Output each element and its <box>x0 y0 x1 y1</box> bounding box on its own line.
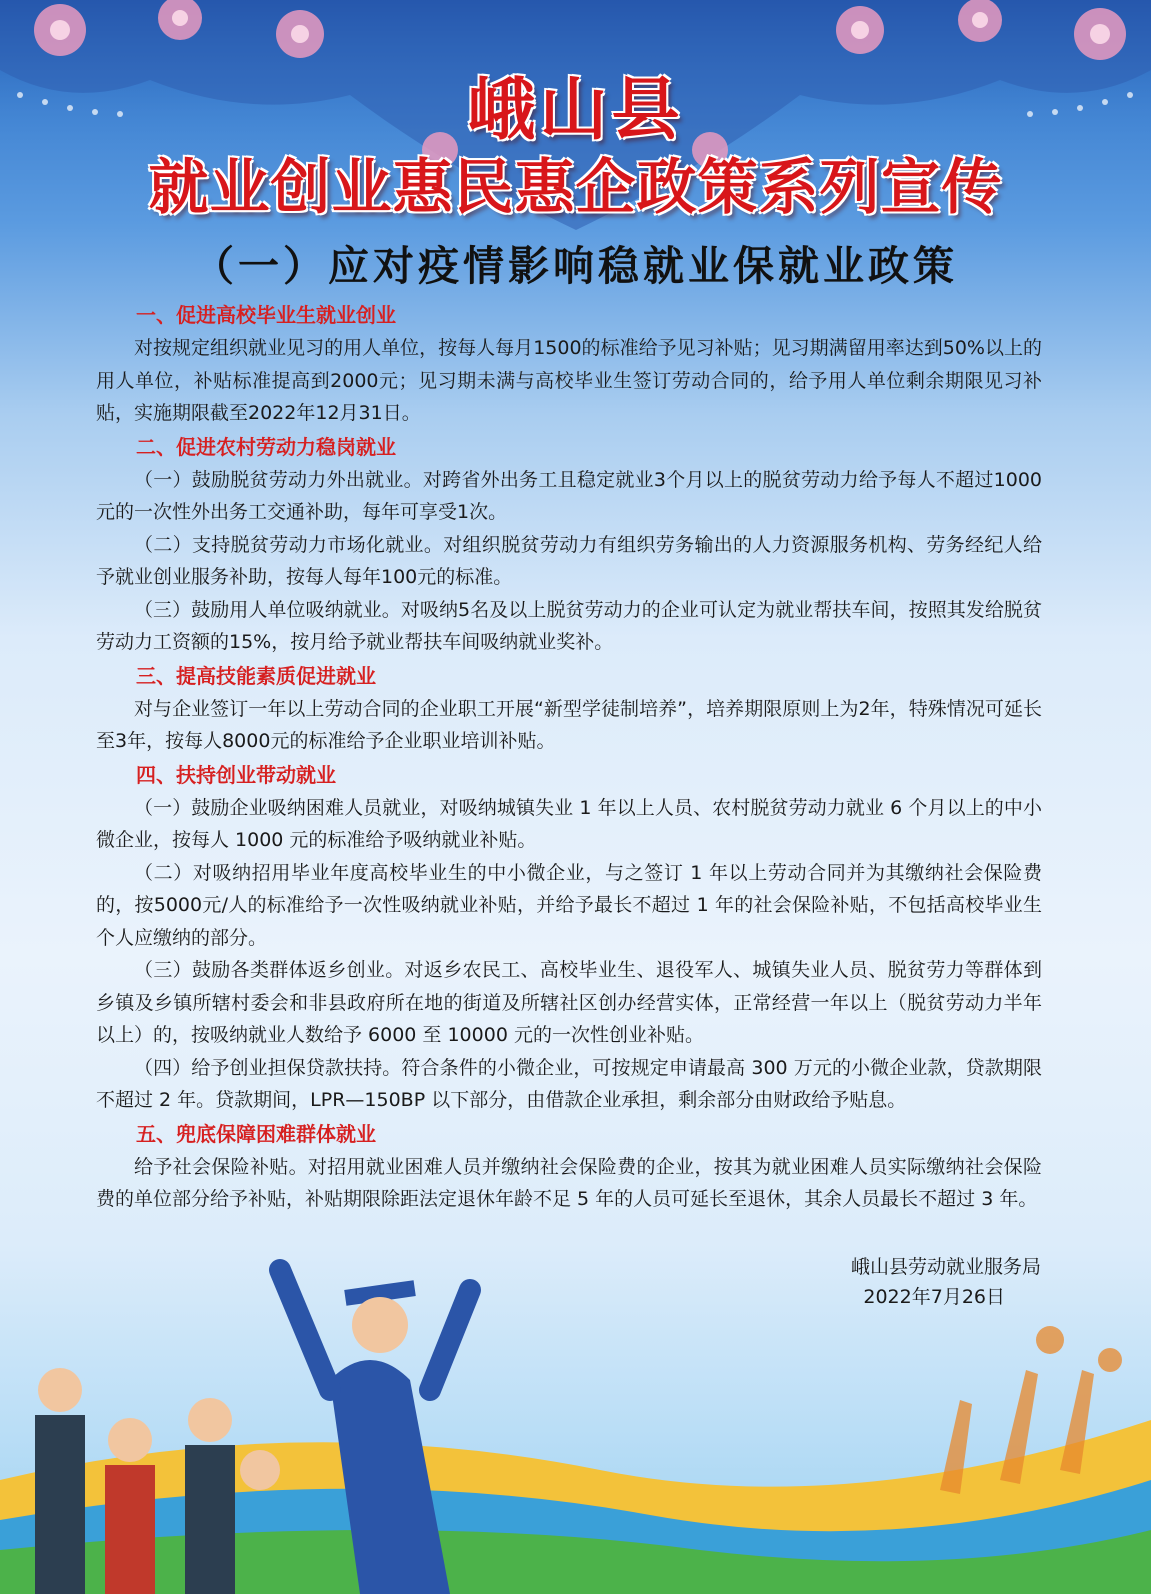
section-paragraph: （一）鼓励脱贫劳动力外出就业。对跨省外出务工且稳定就业3个月以上的脱贫劳动力给予每人不超过1000元的一次性外出务工交通补助，每年可享受1次。 <box>96 468 1042 523</box>
section-paragraph: 给予社会保险补贴。对招用就业困难人员并缴纳社会保险费的企业，按其为就业困难人员实际缴纳社会保险费的单位部分给予补贴，补贴期限除距法定退休年龄不足 5 年的人员可延长至退休，其余人员最长不超过 3 年。 <box>96 1155 1042 1210</box>
section-paragraph: 对与企业签订一年以上劳动合同的企业职工开展“新型学徒制培养”，培养期限原则上为2年，特殊情况可延长至3年，按每人8000元的标准给予企业职业培训补贴。 <box>96 697 1042 752</box>
signature-organization: 峨山县劳动就业服务局 <box>850 1256 1041 1278</box>
poster-subtitle: （一）应对疫情影响稳就业保就业政策 <box>193 242 958 290</box>
section-paragraph: （二）对吸纳招用毕业年度高校毕业生的中小微企业，与之签订 1 年以上劳动合同并为其缴纳社会保险费的，按5000元/人的标准给予一次性吸纳就业补贴，并给予最长不超过 1 年的社会保险补贴，不包括高校毕业生个人应缴纳的部分。 <box>96 861 1042 949</box>
poster-title-county: 峨山县 <box>467 71 684 150</box>
section-paragraph: （一）鼓励企业吸纳困难人员就业，对吸纳城镇失业 1 年以上人员、农村脱贫劳动力就业 6 个月以上的中小微企业，按每人 1000 元的标准给予吸纳就业补贴。 <box>96 796 1042 851</box>
section-paragraph: （二）支持脱贫劳动力市场化就业。对组织脱贫劳动力有组织劳务输出的人力资源服务机构、劳务经纪人给予就业创业服务补助，按每人每年100元的标准。 <box>96 533 1042 588</box>
section-paragraph: （四）给予创业担保贷款扶持。符合条件的小微企业，可按规定申请最高 300 万元的小微企业款，贷款期限不超过 2 年。贷款期间，LPR—150BP 以下部分，由借款企业承担，剩余部分由财政给予贴息。 <box>96 1056 1042 1111</box>
section-heading: 五、兜底保障困难群体就业 <box>136 1121 376 1146</box>
section-paragraph: 对按规定组织就业见习的用人单位，按每人每月1500的标准给予见习补贴；见习期满留用率达到50%以上的用人单位，补贴标准提高到2000元；见习期未满与高校毕业生签订劳动合同的，给予用人单位剩余期限见习补贴，实施期限截至2022年12月31日。 <box>96 337 1042 424</box>
section-paragraph: （三）鼓励各类群体返乡创业。对返乡农民工、高校毕业生、退役军人、城镇失业人员、脱贫劳力等群体到乡镇及乡镇所辖村委会和非县政府所在地的街道及所辖社区创办经营实体，正常经营一年以上（脱贫劳动力半年以上）的，按吸纳就业人数给予 6000 至 10000 元的一次性创业补贴。 <box>96 959 1042 1046</box>
poster-title-main: 就业创业惠民惠企政策系列宣传 <box>148 153 1003 223</box>
section-heading: 二、促进农村劳动力稳岗就业 <box>136 434 396 459</box>
section-heading: 三、提高技能素质促进就业 <box>136 663 376 688</box>
policy-content <box>96 298 1042 1216</box>
signature-date: 2022年7月26日 <box>863 1286 1005 1308</box>
section-heading: 四、扶持创业带动就业 <box>136 762 336 787</box>
section-paragraph: （三）鼓励用人单位吸纳就业。对吸纳5名及以上脱贫劳动力的企业可认定为就业帮扶车间，按照其发给脱贫劳动力工资额的15%，按月给予就业帮扶车间吸纳就业奖补。 <box>96 598 1042 653</box>
section-heading: 一、促进高校毕业生就业创业 <box>136 303 396 327</box>
signature-block <box>851 1252 1041 1312</box>
